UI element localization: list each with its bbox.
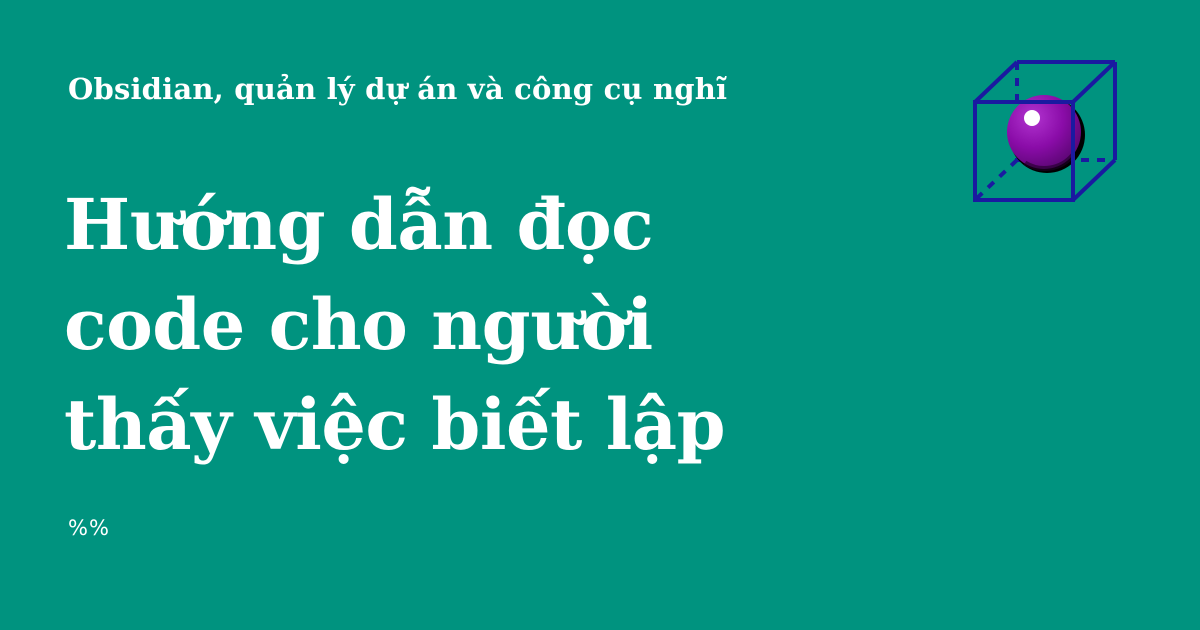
footer-placeholder: %% [68, 516, 110, 540]
title-line-1: Hướng dẫn đọc [64, 183, 654, 266]
title-line-2: code cho người [64, 283, 653, 366]
series-subtitle: Obsidian, quản lý dự án và công cụ nghĩ [68, 72, 728, 106]
title-line-3: thấy việc biết lập [64, 383, 726, 466]
page-title [64, 175, 725, 475]
cube-sphere-icon [965, 55, 1125, 210]
